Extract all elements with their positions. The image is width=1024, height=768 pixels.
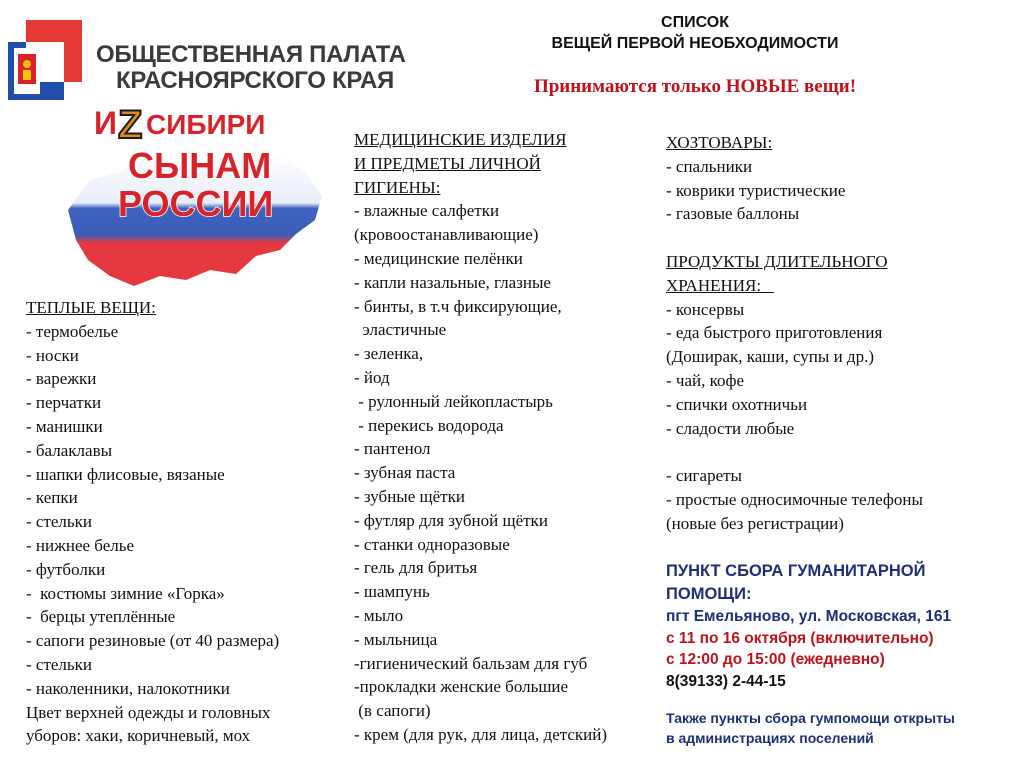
list-item: уборов: хаки, коричневый, мох [26, 726, 251, 746]
list-item: - спички охотничьи [666, 394, 808, 414]
list-item: - шапки флисовые, вязаные [26, 464, 225, 484]
poster-z-letter: Z [118, 103, 143, 147]
organization-name [96, 42, 406, 94]
list-item: - манишки [26, 416, 103, 436]
poster-line3: РОССИИ [118, 183, 274, 224]
list-item: -гигиенический бальзам для губ [354, 653, 588, 673]
section-heading: ГИГИЕНЫ: [354, 177, 441, 197]
list-item: - нижнее белье [26, 535, 135, 555]
list-item: - медицинские пелёнки [354, 248, 523, 268]
organization-name-line2: КРАСНОЯРСКОГО КРАЯ [116, 67, 394, 94]
list-item: - наколенники, налокотники [26, 678, 230, 698]
list-item: (Доширак, каши, супы и др.) [666, 347, 874, 367]
collection-hours: с 12:00 до 15:00 (ежедневно) [666, 651, 885, 668]
collection-dates: с 11 по 16 октября (включительно) [666, 629, 934, 647]
list-item: (в сапоги) [354, 701, 431, 721]
poster-line1-prefix: И [94, 105, 117, 141]
list-title-line1: СПИСОК [661, 14, 729, 31]
list-item: - еда быстрого приготовления [666, 323, 883, 343]
list-item: - термобелье [26, 321, 119, 341]
list-item: - балаклавы [26, 440, 113, 460]
section-heading: МЕДИЦИНСКИЕ ИЗДЕЛИЯ [354, 130, 567, 149]
collection-note [666, 708, 1016, 748]
collection-address: пгт Емельяново, ул. Московская, 161 [666, 608, 952, 625]
collection-phone: 8(39133) 2-44-15 [666, 672, 786, 690]
list-item: - чай, кофе [666, 370, 745, 390]
list-item: (кровоостанавливающие) [354, 225, 539, 245]
list-item: - зубные щётки [354, 486, 465, 506]
list-item: - мыльница [354, 629, 438, 649]
list-item: - крем (для рук, для лица, детский) [354, 724, 608, 744]
new-items-notice: Принимаются только НОВЫЕ вещи! [533, 76, 857, 97]
list-item: (новые без регистрации) [666, 513, 844, 533]
list-item: - зеленка, [354, 344, 424, 364]
collection-note-line: Также пункты сбора гумпомощи открыты [666, 710, 955, 726]
list-item: - берцы утеплённые [26, 607, 176, 627]
household-food-section [666, 131, 1016, 536]
section-heading: И ПРЕДМЕТЫ ЛИЧНОЙ [354, 153, 541, 173]
list-item: - гель для бритья [354, 558, 478, 578]
list-item: - перекись водорода [354, 415, 504, 435]
list-item: - перчатки [26, 393, 102, 413]
warm-clothes-section [26, 296, 346, 748]
poster-map-art [60, 100, 330, 295]
collection-title: ПОМОЩИ: [666, 585, 752, 603]
list-item: - стельки [26, 654, 93, 674]
section-heading: ХРАНЕНИЯ: [666, 275, 774, 295]
section-heading: ТЕПЛЫЕ ВЕЩИ: [26, 298, 156, 317]
list-item: - футболки [26, 559, 106, 579]
list-item: - простые односимочные телефоны [666, 489, 923, 509]
list-item: - сигареты [666, 466, 742, 486]
public-chamber-logo-icon [8, 20, 82, 100]
list-item: - зубная паста [354, 463, 456, 483]
list-item: - носки [26, 345, 79, 365]
list-item: - шампунь [354, 582, 430, 602]
section-heading: ПРОДУКТЫ ДЛИТЕЛЬНОГО [666, 251, 888, 271]
list-item: - кепки [26, 488, 78, 508]
section-heading: ХОЗТОВАРЫ: [666, 133, 773, 152]
collection-point-info [666, 560, 1016, 748]
list-item: - коврики туристические [666, 180, 846, 200]
list-item: - варежки [26, 369, 97, 389]
list-item: - газовые баллоны [666, 204, 800, 224]
list-item: - бинты, в т.ч фиксирующие, [354, 296, 562, 316]
list-title [500, 12, 890, 54]
list-item: - консервы [666, 299, 745, 319]
list-item: - спальники [666, 156, 753, 176]
poster-line2: СЫНАМ [128, 145, 272, 186]
medical-hygiene-section [354, 128, 664, 747]
list-item: - сладости любые [666, 418, 795, 438]
list-item: - стельки [26, 512, 93, 532]
list-item: - мыло [354, 605, 404, 625]
collection-note-line: в администрациях поселений [666, 730, 874, 746]
list-item: Цвет верхней одежды и головных [26, 702, 271, 722]
list-item: - влажные салфетки [354, 201, 500, 221]
list-item: - йод [354, 367, 390, 387]
list-item: - костюмы зимние «Горка» [26, 583, 225, 603]
poster-line1-suffix: СИБИРИ [146, 109, 266, 140]
list-item: - рулонный лейкопластырь [354, 391, 553, 411]
list-item: - сапоги резиновые (от 40 размера) [26, 631, 280, 651]
list-item: - футляр для зубной щётки [354, 510, 548, 530]
list-title-line2: ВЕЩЕЙ ПЕРВОЙ НЕОБХОДИМОСТИ [551, 35, 839, 52]
list-item: - капли назальные, глазные [354, 272, 551, 292]
list-item: - станки одноразовые [354, 534, 510, 554]
list-item: эластичные [354, 320, 447, 340]
organization-name-line1: ОБЩЕСТВЕННАЯ ПАЛАТА [96, 41, 406, 68]
list-item: -прокладки женские большие [354, 677, 569, 697]
list-item: - пантенол [354, 439, 431, 459]
collection-title: ПУНКТ СБОРА ГУМАНИТАРНОЙ [666, 562, 926, 580]
